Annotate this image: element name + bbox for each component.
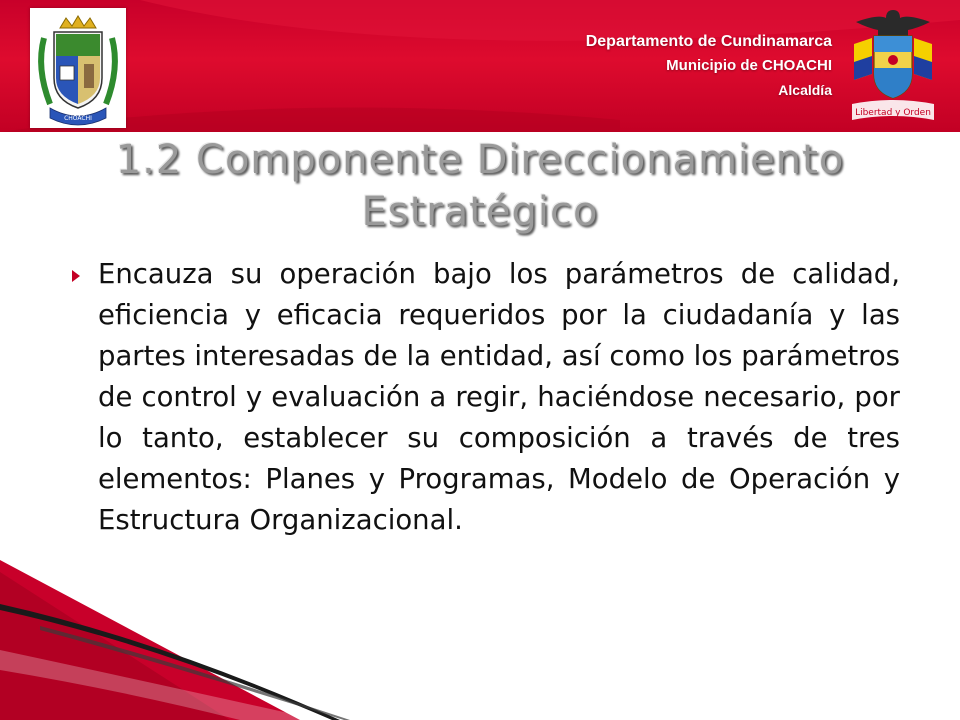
municipal-logo bbox=[30, 8, 126, 128]
municipal-coat-of-arms-icon bbox=[30, 8, 126, 128]
office-label: Alcaldía bbox=[778, 82, 832, 98]
header-titles bbox=[586, 30, 832, 102]
national-logo bbox=[848, 4, 938, 128]
bullet-item bbox=[58, 254, 900, 541]
municipal-banner-text: CHOACHI bbox=[64, 115, 92, 122]
header-banner bbox=[0, 0, 960, 132]
bullet-arrow-icon bbox=[72, 270, 80, 282]
department-label: Departamento de Cundinamarca bbox=[585, 33, 832, 50]
national-motto-text: Libertad y Orden bbox=[855, 108, 931, 118]
slide-title: 1.2 Componente Direccionamiento Estratégico bbox=[115, 137, 845, 235]
municipality-label: Municipio de CHOACHI bbox=[666, 57, 832, 74]
bullet-text: Encauza su operación bajo los parámetros de calidad, eficiencia y eficacia requeridos por la ciudadanía y las partes interesadas de la entidad, así como los parámetros de control y evaluación a regir, haciéndose necesario, por lo tanto, establecer su composición a través de tres elementos: Planes y Programas, Modelo de Operación y Estructura Organizacional. bbox=[98, 258, 900, 536]
bottom-ribbon-decoration bbox=[0, 560, 960, 720]
colombia-coat-of-arms-icon bbox=[848, 4, 938, 128]
